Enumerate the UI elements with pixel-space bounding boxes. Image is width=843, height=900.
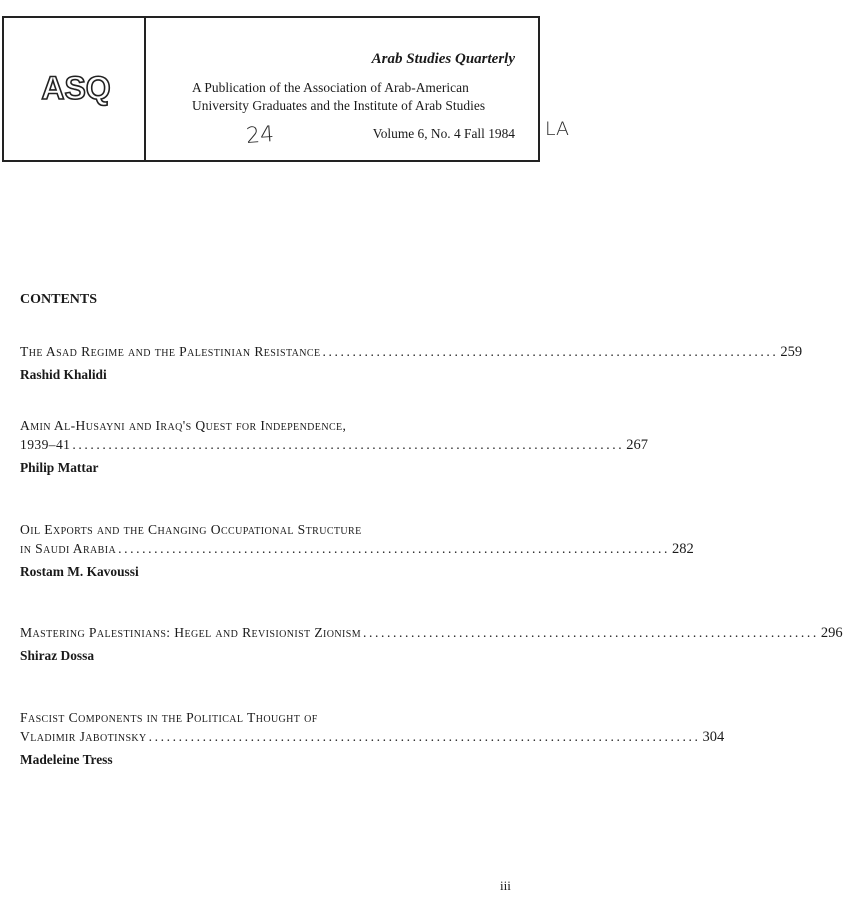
- toc-title-line: [20, 539, 694, 559]
- article-title: Mastering Palestinians: Hegel and Revisionist Zionism: [20, 625, 362, 640]
- masthead-divider: [144, 16, 146, 162]
- author-name: Shiraz Dossa: [20, 648, 95, 663]
- toc-title-line: [20, 727, 725, 747]
- toc-title-line: [20, 520, 514, 539]
- page-number: 282: [671, 541, 694, 557]
- toc-title-line: [20, 416, 514, 435]
- article-title-continued: in Saudi Arabia: [20, 541, 117, 556]
- dot-leader: ............................................................................: [322, 344, 779, 359]
- toc-entry: [20, 520, 694, 581]
- author-name: Rashid Khalidi: [20, 367, 107, 382]
- volume-info: Volume 6, No. 4 Fall 1984: [372, 126, 515, 141]
- article-title: Amin Al-Husayni and Iraq's Quest for Independence,: [20, 418, 347, 433]
- toc-title-line: [20, 708, 514, 727]
- toc-title-line: [20, 623, 843, 643]
- publication-line-1: A Publication of the Association of Arab-American: [192, 80, 469, 95]
- handwritten-number: 24: [245, 122, 275, 149]
- journal-title: Arab Studies Quarterly: [371, 51, 515, 67]
- author-name: Madeleine Tress: [20, 752, 113, 767]
- author-name: Rostam M. Kavoussi: [20, 564, 139, 579]
- toc-entry: [20, 342, 803, 384]
- toc-entry: [20, 623, 843, 665]
- dot-leader: ............................................................................................: [118, 541, 670, 556]
- article-title: Fascist Components in the Political Thought of: [20, 710, 318, 725]
- page-number: 267: [626, 437, 648, 453]
- dot-leader: ............................................................................................: [148, 729, 701, 744]
- page-number: 259: [780, 344, 803, 360]
- toc-title-line: [20, 342, 803, 362]
- toc-title-line: [20, 435, 648, 455]
- dot-leader: ............................................................................................: [72, 437, 625, 452]
- article-title: The Asad Regime and the Palestinian Resistance: [20, 344, 321, 359]
- logo-text: ASQ: [41, 70, 111, 106]
- dot-leader: ............................................................................: [363, 625, 819, 640]
- toc-entry: [20, 416, 648, 477]
- article-title-continued: Vladimir Jabotinsky: [20, 729, 147, 744]
- toc-entry: [20, 708, 725, 769]
- article-title-continued: 1939–41: [20, 437, 71, 452]
- article-title: Oil Exports and the Changing Occupational Structure: [20, 522, 362, 537]
- folio-page-number: iii: [500, 878, 511, 893]
- contents-heading: CONTENTS: [20, 292, 98, 307]
- page-number: 296: [820, 625, 843, 641]
- page-number: 304: [702, 729, 725, 745]
- author-name: Philip Mattar: [20, 460, 99, 475]
- margin-handwriting: LA: [545, 118, 570, 140]
- publication-line-2: University Graduates and the Institute of Arab Studies: [192, 98, 486, 113]
- asq-logo: [30, 68, 122, 113]
